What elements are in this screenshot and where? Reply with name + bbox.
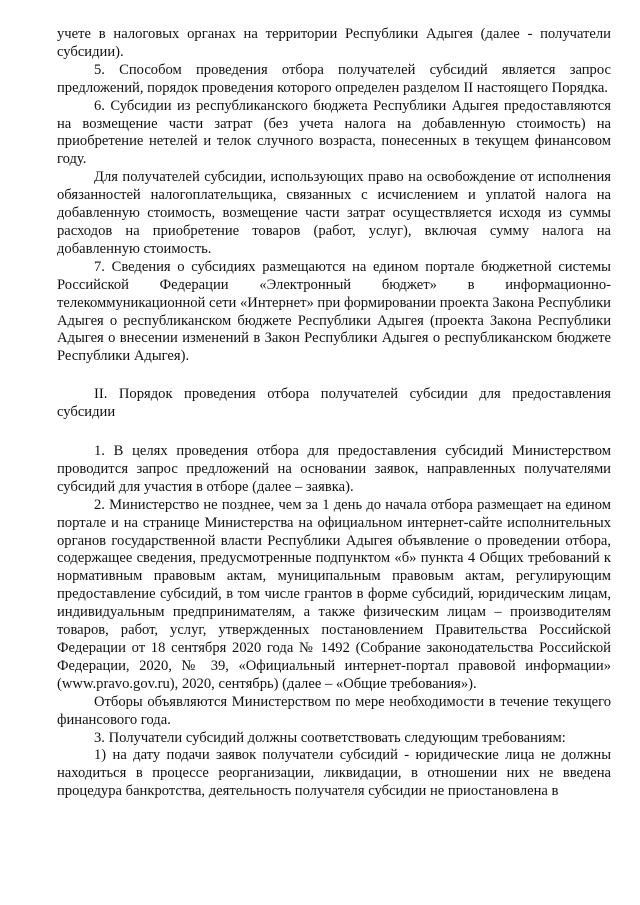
paragraph-item-5: 5. Способом проведения отбора получателей субсидий является запрос предложений, порядок проведения которого определен разделом II настоящего Порядка. [57, 61, 611, 96]
paragraph-section2-item-3: 3. Получатели субсидий должны соответствовать следующим требованиям: [94, 729, 566, 746]
paragraph-section2-item-2: 2. Министерство не позднее, чем за 1 день до начала отбора размещает на едином портале и на странице Министерства на официальном интернет-сайте исполнительных органов государственной власти Республики Адыгея объявление о проведении отбора, содержащее сведения, предусмотренные подпунктом «б» пункта 4 Общих требований к нормативным правовым актам, муниципальным правовым актам, регулирующим предоставление субсидий, в том числе грантов в форме субсидий, юридическим лицам, индивидуальным предпринимателям, а также физическим лицам – производителям товаров, работ, услуг, утвержденных постановлением Правительства Российской Федерации от 18 сентября 2020 года № 1492 (Собрание законодательства Российской Федерации, 2020, № 39, «Официальный интернет-портал правовой информации» (www.pravo.gov.ru), 2020, сентябрь) (далее – «Общие требования»). [57, 496, 611, 692]
paragraph-selection-announcement: Отборы объявляются Министерством по мере необходимости в течение текущего финансового года. [57, 693, 611, 728]
paragraph-continuation: учете в налоговых органах на территории Республики Адыгея (далее - получатели субсидии). [57, 26, 611, 60]
paragraph-item-7: 7. Сведения о субсидиях размещаются на едином портале бюджетной системы Российской Федерации «Электронный бюджет» в информационно-телекоммуникационной сети «Интернет» при формировании проекта Закона Республики Адыгея о республиканском бюджете Республики Адыгея (проекта Закона Республики Адыгея о внесении изменений в Закон Республики Адыгея о республиканском бюджете Республики Адыгея). [57, 258, 611, 365]
document-body [57, 26, 611, 801]
paragraph-vat-exemption: Для получателей субсидии, использующих право на освобождение от исполнения обязанностей налогоплательщика, связанных с исчислением и уплатой налога на добавленную стоимость, возмещение части затрат осуществляется исходя из суммы расходов на приобретение товаров (работ, услуг), включая сумму налога на добавленную стоимость. [57, 169, 611, 257]
section-heading: II. Порядок проведения отбора получателей субсидии для предоставления субсидии [57, 386, 611, 421]
paragraph-section2-item-1: 1. В целях проведения отбора для предоставления субсидий Министерством проводится запрос предложений на основании заявок, направленных получателями субсидий для участия в отборе (далее – заявка). [57, 443, 611, 495]
paragraph-requirement-1: 1) на дату подачи заявок получатели субсидий - юридические лица не должны находиться в процессе реорганизации, ликвидации, в отношении них не введена процедура банкротства, деятельность получателя субсидии не приостановлена в [57, 747, 611, 800]
paragraph-item-6: 6. Субсидии из республиканского бюджета Республики Адыгея предоставляются на возмещение части затрат (без учета налога на добавленную стоимость) на приобретение нетелей и телок случного возраста, понесенных в текущем финансовом году. [57, 97, 611, 168]
